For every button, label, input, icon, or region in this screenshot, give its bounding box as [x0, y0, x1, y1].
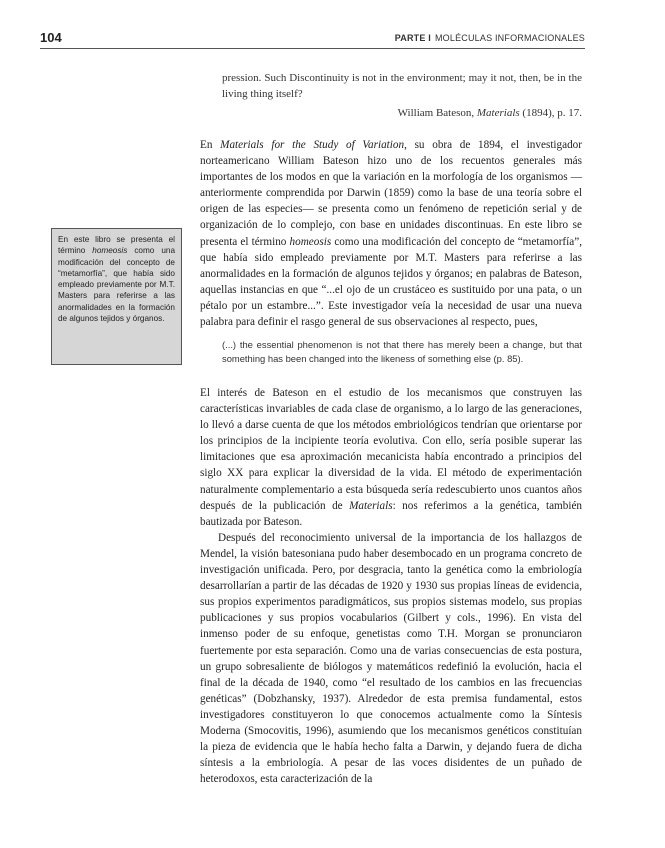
body-paragraph-3: Después del reconocimiento universal de la importancia de los hallazgos de Mendel, la visión batesoniana pudo haber desembocado en un programa concreto de investigación unificada. Pero, por desgracia, tanto la genética como la embriología desarrollarían a partir de las décadas de 1920 y 1930 sus propias líneas de evidencia, sus propios experimentos paradigmáticos, sus propios sistemas modelo, sus propias publicaciones y sus propios vocabularios (Gilbert y cols., 1996). En vista del inmenso poder de su enfoque, genetistas como T.H. Morgan se pronunciaron fuertemente por esta separación. Como una de varias consecuencias de esta postura, un grupo sobresaliente de biólogos y matemáticos redefinió la evolución, hacia el final de la década de 1940, como “el resultado de los cambios en las frecuencias genéticas” (Dobzhansky, 1937). Alrededor de esta premisa fundamental, estos investigadores constituyeron lo que conocemos actualmente como la Síntesis Moderna (Smocovitis, 1996), asumiendo que los mecanismos genéticos constituían la pieza de evidencia que le había hecho falta a Darwin, y dejando fuera de dicha síntesis a la embriología. A pesar de las voces disidentes de un puñado de heterodoxos, esta caracterización de la	[200, 531, 582, 786]
paragraph-1-text-b: como una modificación del concepto de “metamorfía”, que había sido empleado previamente por M.T. Masters para referirse a las anormalidades en la formación de algunos tejidos y órganos; en palabras de Bateson, aquellas instancias en que “...el ojo de un crustáceo es sustituido por una pata, o un pétalo por un estambre...”. Este investigador veía la necesidad de usar una nueva palabra para definir el rasgo general de sus observaciones al respecto, pues,	[200, 235, 582, 329]
body-paragraph-2	[200, 385, 582, 530]
attribution-page: (1894), p. 17.	[519, 107, 582, 119]
body-paragraph-1-block	[200, 137, 582, 330]
page-header	[40, 30, 585, 50]
part-label: PARTE I	[394, 33, 431, 43]
block-quote	[222, 338, 582, 366]
page-number: 104	[40, 30, 62, 45]
attribution-author: William Bateson,	[397, 107, 477, 119]
epigraph-attribution	[222, 105, 582, 121]
margin-note-post: como una modificación del concepto de “metamorfía”, que había sido empleado previamente por M.T. Masters para referirse a las anormalidades en la formación de algunos tejidos y órganos.	[58, 246, 176, 324]
attribution-work: Materials	[476, 107, 520, 119]
paragraph-2-pre: El interés de Bateson en el estudio de los mecanismos que construyen las características invariables de cada clase de organismo, a lo largo de las generaciones, lo llevó a darse cuenta de que los métodos embriológicos tendrían que orientarse por los principios de la incipiente teoría evolutiva. Con ello, sería posible superar las limitaciones que esa aproximación mecanicista había encontrado a principios del siglo XX para explicar la diversidad de la vida. El método de experimentación naturalmente complementario a esta búsqueda sería redescubierto unos cuantos años después de la publicación de	[200, 387, 582, 512]
block-quote-text: (...) the essential phenomenon is not that there has merely been a change, but that something has been changed into the likeness of something else (p. 85).	[222, 339, 582, 364]
paragraph-2-post: : nos referimos a la genética, también bautizada por Bateson.	[200, 499, 582, 528]
margin-note	[51, 228, 182, 365]
paragraph-2-work: Materials	[349, 499, 393, 512]
body-paragraph-1	[200, 137, 582, 330]
paragraph-1-prefix: En	[200, 139, 221, 151]
work-title: Materials for the Study of Variation	[220, 139, 405, 151]
margin-note-term: homeosis	[92, 246, 128, 256]
margin-note-text	[58, 234, 175, 324]
body-paragraphs-2-3-block	[200, 385, 582, 787]
epigraph	[222, 70, 582, 121]
running-head	[395, 33, 585, 43]
epigraph-text: pression. Such Discontinuity is not in the environment; may it not, then, be in the living thing itself?	[222, 72, 582, 100]
paragraph-1-text-a: , su obra de 1894, el investigador norteamericano William Bateson hizo uno de los recuentos generales más importantes de los modos en que la variación en la morfología de los organismos —anteriormente comprendida por Darwin (1859) como la base de una teoría sobre el origen de las especies— se presenta como un fenómeno de repetición serial y de organización de lo complejo, con base en unidades discontinuas. En este libro se presenta el término	[200, 139, 583, 248]
part-title: MOLÉCULAS INFORMACIONALES	[434, 33, 585, 43]
margin-note-pre: En este libro se presenta el término	[58, 235, 175, 256]
header-rule	[40, 48, 585, 49]
term-homeosis: homeosis	[289, 235, 332, 248]
